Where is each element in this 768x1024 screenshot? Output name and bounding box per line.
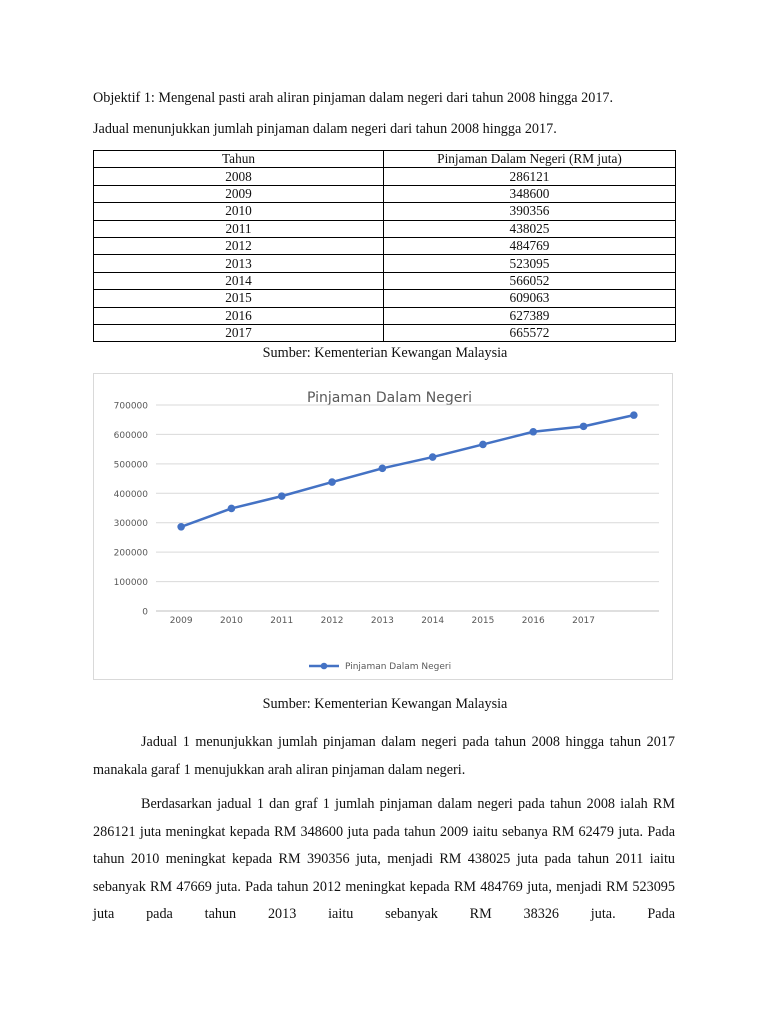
x-tick-label: 2015 xyxy=(471,616,495,626)
loan-cell: 665572 xyxy=(384,324,676,341)
y-tick-label: 100000 xyxy=(113,578,148,589)
line-chart xyxy=(93,373,673,680)
data-point xyxy=(329,479,336,486)
chart-svg xyxy=(94,374,672,679)
loan-table xyxy=(93,150,676,342)
paragraph-2 xyxy=(93,791,675,929)
year-cell: 2016 xyxy=(94,307,384,324)
paragraph-2-text: Berdasarkan jadual 1 dan graf 1 jumlah pinjaman dalam negeri pada tahun 2008 ialah RM 286121 juta meningkat kepada RM 348600 juta pada tahun 2009 iaitu sebanya RM 62479 juta. Pada tahun 2010 meningkat kepada RM 390356 juta, menjadi RM 438025 juta pada tahun 2011 iaitu sebanyak RM 47669 juta. Pada tahun 2012 meningkat kepada RM 484769 juta, menjadi RM 523095 juta pada tahun 2013 iaitu sebanyak RM 38326 juta. Pada xyxy=(93,796,675,922)
series-line xyxy=(181,415,634,527)
y-tick-label: 400000 xyxy=(113,489,148,500)
data-point xyxy=(228,505,235,512)
objective-text: Objektif 1: Mengenal pasti arah aliran pinjaman dalam negeri dari tahun 2008 hingga 2017. xyxy=(93,90,614,106)
loan-cell: 566052 xyxy=(384,272,676,289)
x-tick-label: 2013 xyxy=(370,616,394,626)
table-row xyxy=(94,185,676,202)
table-row xyxy=(94,272,676,289)
year-cell: 2011 xyxy=(94,220,384,237)
data-point xyxy=(429,454,436,461)
data-point xyxy=(379,465,386,472)
loan-cell: 627389 xyxy=(384,307,676,324)
data-point xyxy=(530,428,537,435)
x-tick-label: 2017 xyxy=(572,616,596,626)
year-cell: 2013 xyxy=(94,255,384,272)
loan-cell: 484769 xyxy=(384,237,676,254)
table-row xyxy=(94,203,676,220)
table-header-year: Tahun xyxy=(94,151,384,168)
y-tick-label: 500000 xyxy=(113,460,148,471)
loan-cell: 286121 xyxy=(384,168,676,185)
table-header-loan: Pinjaman Dalam Negeri (RM juta) xyxy=(384,151,676,168)
legend-label: Pinjaman Dalam Negeri xyxy=(345,662,452,672)
year-cell: 2009 xyxy=(94,185,384,202)
paragraph-1 xyxy=(93,729,675,784)
loan-cell: 438025 xyxy=(384,220,676,237)
table-caption: Jadual menunjukkan jumlah pinjaman dalam negeri dari tahun 2008 hingga 2017. xyxy=(93,121,557,137)
table-row xyxy=(94,307,676,324)
x-tick-label: 2010 xyxy=(219,616,243,626)
y-tick-label: 200000 xyxy=(113,548,148,559)
data-point xyxy=(631,412,638,419)
x-tick-label: 2014 xyxy=(421,616,445,626)
x-tick-label: 2009 xyxy=(169,616,193,626)
y-tick-label: 700000 xyxy=(113,401,148,412)
paragraph-1-text: Jadual 1 menunjukkan jumlah pinjaman dalam negeri pada tahun 2008 hingga tahun 2017 manakala garaf 1 menujukkan arah aliran pinjaman dalam negeri. xyxy=(93,734,675,778)
table-row xyxy=(94,168,676,185)
year-cell: 2017 xyxy=(94,324,384,341)
chart-title: Pinjaman Dalam Negeri xyxy=(306,390,473,406)
table-header-row xyxy=(94,151,676,168)
y-tick-label: 300000 xyxy=(113,519,148,530)
year-cell: 2012 xyxy=(94,237,384,254)
table-row xyxy=(94,220,676,237)
x-tick-label: 2011 xyxy=(270,616,294,626)
data-point xyxy=(480,441,487,448)
table-row xyxy=(94,290,676,307)
x-tick-label: 2016 xyxy=(521,616,545,626)
year-cell: 2014 xyxy=(94,272,384,289)
loan-cell: 523095 xyxy=(384,255,676,272)
table-row xyxy=(94,237,676,254)
year-cell: 2008 xyxy=(94,168,384,185)
loan-cell: 348600 xyxy=(384,185,676,202)
year-cell: 2015 xyxy=(94,290,384,307)
y-tick-label: 600000 xyxy=(113,430,148,441)
chart-source: Sumber: Kementerian Kewangan Malaysia xyxy=(262,696,508,712)
table-source: Sumber: Kementerian Kewangan Malaysia xyxy=(262,345,508,361)
data-point xyxy=(278,493,285,500)
year-cell: 2010 xyxy=(94,203,384,220)
loan-cell: 390356 xyxy=(384,203,676,220)
x-tick-label: 2012 xyxy=(320,616,344,626)
legend-marker xyxy=(321,663,328,670)
data-point xyxy=(580,423,587,430)
y-tick-label: 0 xyxy=(142,607,148,618)
loan-cell: 609063 xyxy=(384,290,676,307)
table-row xyxy=(94,324,676,341)
data-point xyxy=(178,523,185,530)
table-row xyxy=(94,255,676,272)
